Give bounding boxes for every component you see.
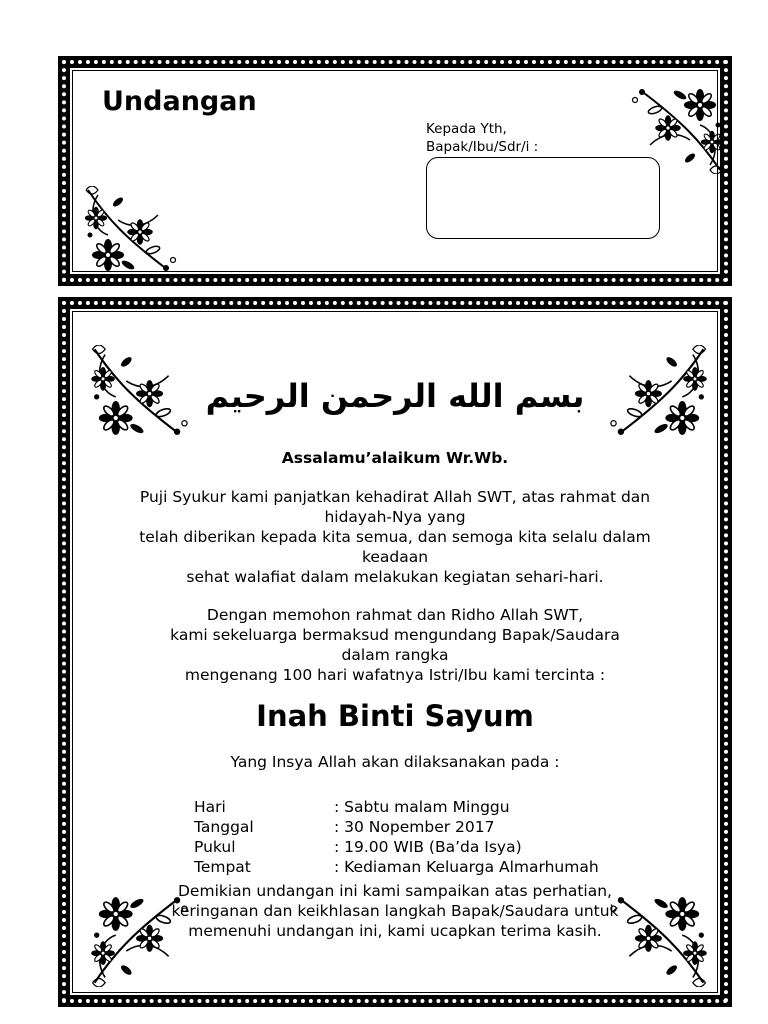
opening-line: Puji Syukur kami panjatkan kehadirat Allah SWT, atas rahmat dan — [139, 488, 651, 506]
detail-row-day — [194, 797, 599, 817]
invitation-line: Dengan memohon rahmat dan Ridho Allah SWT, — [206, 606, 584, 624]
corner-ornament-bottom-left — [78, 186, 182, 290]
envelope-title: Undangan — [102, 86, 257, 117]
detail-row-time — [194, 837, 599, 857]
invitation-paragraph — [70, 605, 720, 685]
detail-value: : Sabtu malam Minggu — [334, 798, 510, 816]
detail-row-date — [194, 817, 599, 837]
detail-value: : Kediaman Keluarga Almarhumah — [334, 858, 599, 876]
detail-label: Pukul — [194, 838, 236, 856]
opening-line: telah diberikan kepada kita semua, dan semoga kita selalu dalam — [139, 528, 651, 546]
opening-line: sehat walafiat dalam melakukan kegiatan sehari-hari. — [186, 568, 604, 586]
event-details — [194, 797, 599, 877]
detail-label: Hari — [194, 798, 226, 816]
closing-line: keringanan dan keikhlasan langkah Bapak/Saudara untuk — [171, 902, 619, 920]
opening-line: keadaan — [361, 548, 429, 566]
addressee-box — [426, 157, 660, 239]
invitation-line: mengenang 100 hari wafatnya Istri/Ibu kami tercinta : — [184, 666, 606, 684]
detail-value: : 30 Nopember 2017 — [334, 818, 495, 836]
invitation-line: dalam rangka — [341, 646, 449, 664]
invitation-line: kami sekeluarga bermaksud mengundang Bapak/Saudara — [170, 626, 620, 644]
addressee-line-2: Bapak/Ibu/Sdr/i : — [426, 139, 539, 155]
envelope-label — [58, 56, 732, 286]
closing-line: Demikian undangan ini kami sampaikan atas perhatian, — [178, 882, 612, 900]
schedule-intro: Yang Insya Allah akan dilaksanakan pada : — [230, 753, 560, 771]
detail-label: Tempat — [194, 858, 251, 876]
basmalah-calligraphy: بسم الله الرحمن الرحيم — [205, 377, 585, 415]
opening-line: hidayah-Nya yang — [324, 508, 466, 526]
addressee-label — [426, 120, 538, 156]
detail-label: Tanggal — [194, 818, 254, 836]
invitation-card — [58, 297, 732, 1007]
opening-paragraph — [70, 487, 720, 587]
deceased-name: Inah Binti Sayum — [256, 699, 534, 733]
detail-row-place — [194, 857, 599, 877]
closing-paragraph — [70, 881, 720, 941]
greeting: Assalamu’alaikum Wr.Wb. — [281, 449, 509, 467]
closing-line: memenuhi undangan ini, kami ucapkan terima kasih. — [188, 922, 602, 940]
addressee-line-1: Kepada Yth, — [426, 121, 507, 137]
detail-value: : 19.00 WIB (Ba’da Isya) — [334, 838, 522, 856]
